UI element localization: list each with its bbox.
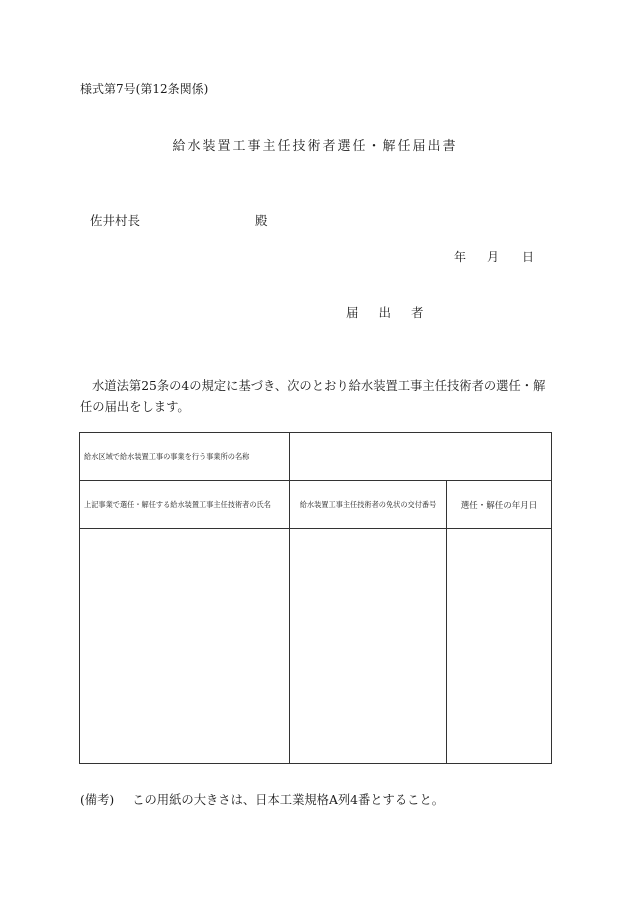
date-day-label: 日 [522, 250, 535, 264]
appointment-date-field[interactable] [447, 529, 552, 764]
statement-text: 水道法第25条の4の規定に基づき、次のとおり給水装置工事主任技術者の選任・解任の届出をします。 [80, 379, 546, 414]
license-number-field[interactable] [290, 529, 447, 764]
applicant-label: 届 出 者 [346, 305, 432, 320]
date-year-label: 年 [454, 250, 467, 264]
header-engineer-name: 上記事業で選任・解任する給水装置工事主任技術者の氏名 [80, 481, 290, 529]
entry-row [80, 529, 552, 764]
remarks-label: (備考) [80, 793, 115, 807]
header-appointment-date: 選任・解任の年月日 [447, 481, 552, 529]
remarks-text: この用紙の大きさは、日本工業規格A列4番とすること。 [132, 793, 445, 807]
remarks [80, 790, 444, 808]
office-name-field[interactable] [290, 433, 552, 481]
addressee: 佐井村長 [90, 213, 141, 228]
header-row [80, 481, 552, 529]
engineer-name-field[interactable] [80, 529, 290, 764]
header-license-number: 給水装置工事主任技術者の免状の交付番号 [290, 481, 447, 529]
office-name-label: 給水区域で給水装置工事の事業を行う事業所の名称 [80, 433, 290, 481]
form-number: 様式第7号(第12条関係) [80, 82, 209, 96]
form-title: 給水装置工事主任技術者選任・解任届出書 [172, 139, 458, 154]
date-month-label: 月 [487, 250, 500, 264]
honorific: 殿 [255, 213, 268, 228]
application-table [79, 432, 552, 764]
office-name-row [80, 433, 552, 481]
